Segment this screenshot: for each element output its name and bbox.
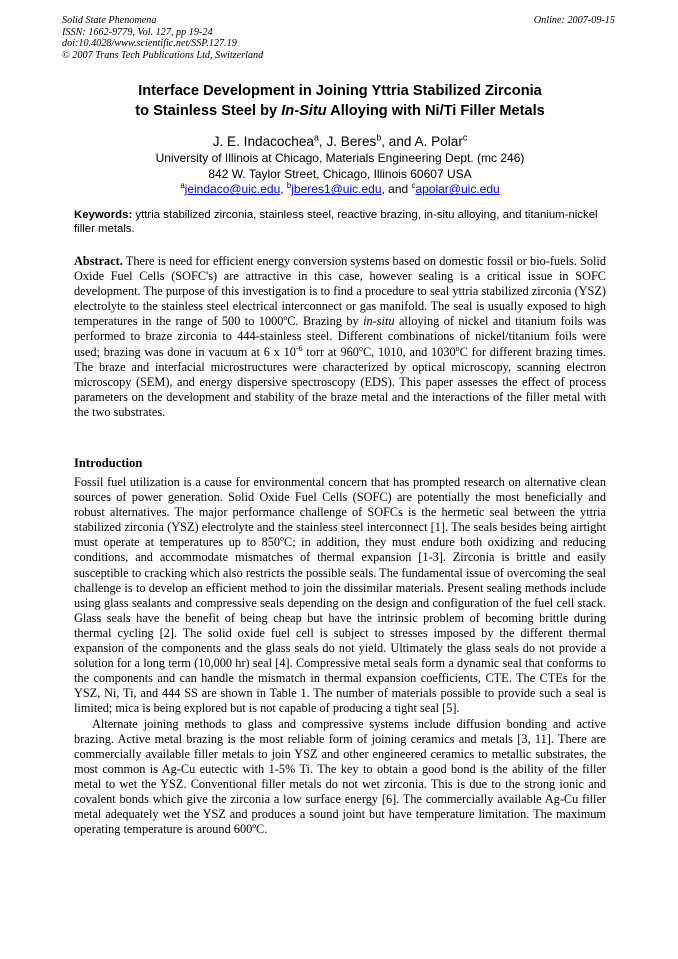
- author-2: , J. Beres: [318, 134, 377, 149]
- abstract-text: C, 1010, and 1030: [362, 344, 456, 359]
- title-line-2: [60, 101, 620, 121]
- affiliation: [60, 151, 620, 198]
- author-sup: b: [376, 132, 382, 143]
- intro-text: Fossil fuel utilization is a cause for environmental concern that has prompted research on alternative clean sources of power generation. Solid Oxide Fuel Cells (SOFC) are potentially the most beneficially and robust alternatives. The major performance challenge of SOFCs is the hermetic seal between the yttria stabilized zirconia (YSZ) electrolyte and the stainless steel interconnect [1]. The seals besides being airtight must operate at temperatures up to 850: [74, 475, 606, 550]
- abstract-text: alloying of nickel and titanium foils was performed to braze zirconia to 444-stainless steel. Different combinations of nickel/titanium foils were used; brazing was done in vacuum at 6 x 10: [74, 314, 606, 359]
- degree-mark: o: [280, 534, 284, 544]
- affiliation-line-2: 842 W. Taylor Street, Chicago, Illinois 60607 USA: [208, 166, 472, 181]
- abstract-text: torr at 960: [302, 344, 359, 359]
- intro-paragraph-2: Alternate joining methods to glass and compressive systems include diffusion bonding and active brazing. Active metal brazing is the most reliable form of joining ceramics and metals [3, 11]. There are commercially available filler metals to join YSZ and other engineered ceramics to metallic substrates, the most common is Ag-Cu eutectic with 1-5% Ti. The key to obtain a good bond is the ability of the filler metal to wet the YSZ. Conventional filler metals do not wet zirconia. This is due to the strong ionic and covalent bonds which give the zirconia a low surface energy [6]. The commercially available Ag-Cu filler metal adequately wet the YSZ and produces a sound joint but have temperature limitation. The maximum operating temperature is around 600ºC.: [74, 716, 606, 837]
- keywords-text: yttria stabilized zirconia, stainless steel, reactive brazing, in-situ alloying, and titanium-nickel filler metals.: [74, 209, 598, 236]
- email-sup: b: [286, 181, 292, 191]
- journal-issn: ISSN: 1662-9779, Vol. 127, pp 19-24: [62, 26, 213, 38]
- email-sup: a: [180, 181, 185, 191]
- abstract-exponent: -6: [295, 343, 303, 353]
- email-link-c[interactable]: apolar@uic.edu: [415, 182, 500, 197]
- email-link-b[interactable]: jberes1@uic.edu: [291, 182, 382, 197]
- title-part: Alloying with Ni/Ti Filler Metals: [326, 103, 545, 119]
- abstract-text: There is need for efficient energy conversion systems based on domestic fossil or bio-fuels. Solid Oxide Fuel Cells (SOFC's) are attractive in this case, however sealing is a critical issue in SOFC development. The purpose of this investigation is to find a procedure to seal yttria stabilized zirconia (YSZ) electrolyte to the stainless steel electrical interconnect or gas manifold. The seal is usually exposed to high temperatures in the range of 500 to 1000ºC. Brazing by: [74, 254, 606, 329]
- email-sep: , and: [381, 182, 412, 197]
- journal-name: Solid State Phenomena: [62, 15, 157, 26]
- abstract: [74, 254, 606, 420]
- title-part: to Stainless Steel by: [135, 103, 282, 119]
- online-date: Online: 2007-09-15: [533, 15, 615, 26]
- abstract-text: C for different brazing times. The braze and interfacial microstructures were characterized by optical microscopy, scanning electron microscopy (SEM), and energy dispersive spectroscopy (EDS). This paper assesses the effect of process parameters on the development and stability of the braze metal and the interactions of the filler metal with the two substrates.: [74, 344, 606, 419]
- keywords-label: Keywords:: [74, 209, 133, 221]
- title-line-1: Interface Development in Joining Yttria Stabilized Zirconia: [138, 83, 542, 99]
- degree-mark: o: [358, 343, 363, 353]
- email-sup: c: [411, 181, 416, 191]
- degree-mark: o: [455, 343, 460, 353]
- email-sep: ,: [280, 182, 287, 197]
- affiliation-line-1: University of Illinois at Chicago, Materials Engineering Dept. (mc 246): [155, 151, 525, 165]
- email-link-a[interactable]: jeindaco@uic.edu: [184, 182, 281, 197]
- introduction-heading: Introduction: [74, 456, 143, 470]
- journal-doi: doi:10.4028/www.scientific.net/SSP.127.19: [62, 38, 237, 50]
- intro-paragraph-1: [74, 475, 606, 717]
- author-3: , and A. Polar: [381, 134, 463, 149]
- author-sup: c: [462, 132, 468, 143]
- author-sup: a: [313, 132, 319, 143]
- keywords: [74, 208, 606, 237]
- intro-text: C; in addition, they must endure both oxidizing and reducing conditions, and accommodate mismatches of thermal expansion [1-3]. Zirconia is brittle and easily susceptible to cracking which also restricts the possible seals. The fundamental issue of overcoming the seal challenge is to develop an efficient method to join the dissimilar materials. Present sealing methods include using glass sealants and compressive seals depending on the design and configuration of the fuel cell stack. Glass seals have the benefit of being cheap but have the intrinsic problem of becoming brittle during thermal cycling [2]. The solid oxide fuel cell is subject to stresses imposed by the different thermal expansion of the components and the glass seals do not yield. Ultimately the glass seals do not provide a solution for a long term (10,000 hr) seal [4]. Compressive metal seals form a dynamic seal that conforms to the components and can handle the mismatch in thermal expansion coefficients, CTE. The CTEs for the YSZ, Ni, Ti, and 444 SS are shown in Table 1. The number of materials possible to provide such a seal is limited; mica is being explored but is not capable of producing a tight seal [5].: [74, 535, 607, 716]
- title-italic: In-Situ: [281, 103, 327, 119]
- introduction-body: [74, 475, 606, 837]
- paper-title: [60, 81, 620, 121]
- journal-header: [62, 15, 263, 61]
- author-list: [60, 133, 620, 151]
- abstract-label: Abstract.: [74, 254, 123, 268]
- journal-copyright: © 2007 Trans Tech Publications Ltd, Switzerland: [62, 49, 264, 61]
- author-1: J. E. Indacochea: [212, 134, 314, 149]
- abstract-italic: in-situ: [363, 314, 395, 329]
- email-line: [60, 182, 620, 198]
